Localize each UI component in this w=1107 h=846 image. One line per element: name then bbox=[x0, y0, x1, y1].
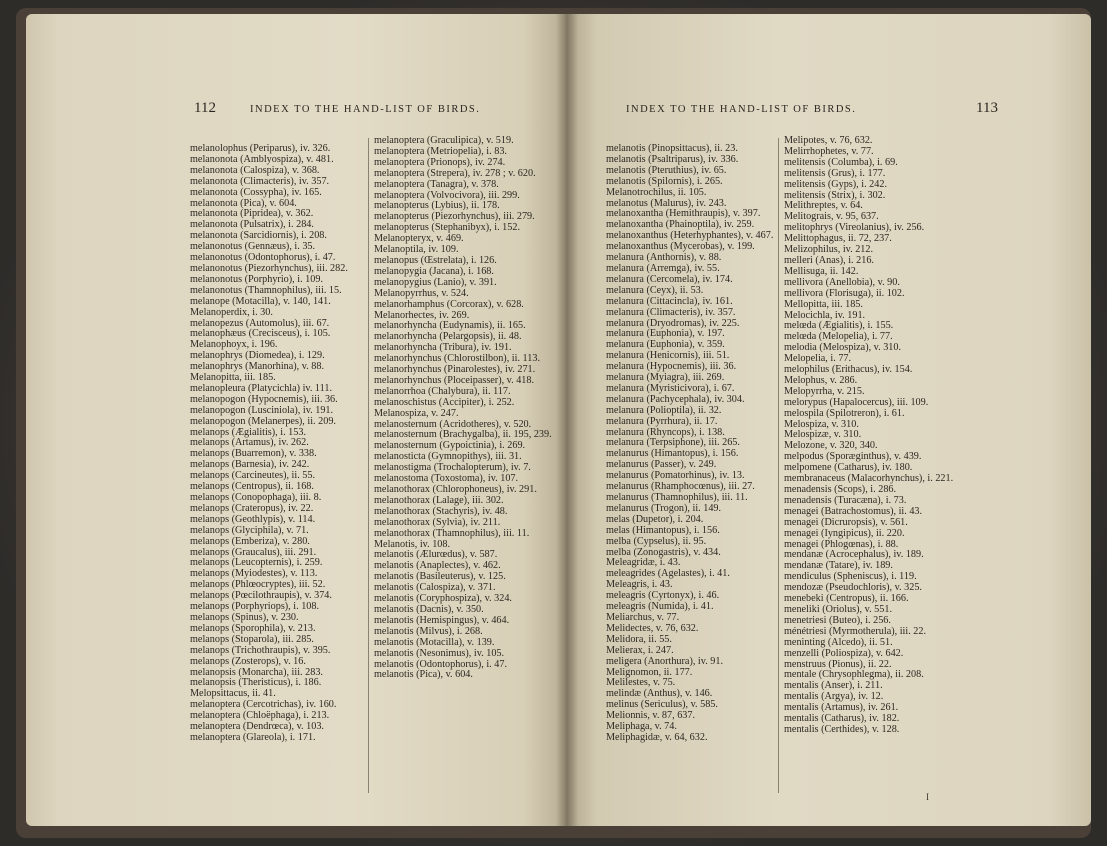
index-entry: melanura (Henicornis), iii. 51. bbox=[606, 350, 730, 362]
index-entry: melanotis (Calospiza), v. 371. bbox=[374, 582, 496, 594]
index-entry: Melirrhophetes, v. 77. bbox=[784, 145, 874, 157]
index-entry: Melanotis, iv. 108. bbox=[374, 538, 451, 550]
index-entry: melanoptera (Dendrœca), v. 103. bbox=[190, 721, 324, 733]
index-entry: melanopleura (Platycichla) iv. 111. bbox=[190, 382, 333, 394]
index-entry: Melizophilus, iv. 212. bbox=[784, 244, 874, 256]
index-entry: Melierax, i. 247. bbox=[606, 644, 674, 656]
index-entry: mentalis (Catharus), iv. 182. bbox=[784, 713, 900, 725]
index-entry: melanura (Euphonia), v. 197. bbox=[606, 328, 725, 340]
index-entry: melanopterus (Stephanibyx), i. 152. bbox=[374, 222, 520, 234]
index-entry: meligera (Anorthura), iv. 91. bbox=[606, 655, 724, 667]
index-entry: Melozone, v. 320, 340. bbox=[784, 440, 878, 452]
index-entry: melanops (Crateropus), iv. 22. bbox=[190, 502, 314, 514]
index-entry: melanoptera (Prionops), iv. 274. bbox=[374, 156, 506, 168]
index-entry: melanopogon (Lusciniola), iv. 191. bbox=[190, 404, 334, 416]
book-gutter bbox=[556, 14, 578, 826]
index-entry: melanurus (Rhamphocœnus), iii. 27. bbox=[606, 481, 755, 493]
index-entry: melanura (Pyrrhura), ii. 17. bbox=[606, 415, 718, 427]
index-entry: melpomene (Catharus), iv. 180. bbox=[784, 462, 913, 474]
index-entry: melanotis (Motacilla), v. 139. bbox=[374, 636, 495, 648]
index-entry: melinus (Sericulus), v. 585. bbox=[606, 699, 718, 711]
index-entry: melanophrys (Manorhina), v. 88. bbox=[190, 361, 325, 373]
index-entry: melanotis (Pinopsittacus), ii. 23. bbox=[606, 143, 738, 154]
index-entry: melanonota (Calospiza), v. 368. bbox=[190, 164, 320, 176]
index-entry: melanonota (Cossypha), iv. 165. bbox=[190, 186, 322, 198]
index-entry: Melanotrochilus, ii. 105. bbox=[606, 186, 707, 198]
index-entry: Meliarchus, v. 77. bbox=[606, 611, 680, 623]
index-entry: mendanæ (Acrocephalus), iv. 189. bbox=[784, 549, 924, 561]
index-entry: melanolophus (Periparus), iv. 326. bbox=[190, 143, 331, 154]
right-column-rule bbox=[778, 138, 779, 793]
index-entry: melitensis (Columba), i. 69. bbox=[784, 156, 898, 168]
index-entry: melanops (Leucopternis), i. 259. bbox=[190, 557, 323, 569]
index-entry: melanops (Graucalus), iii. 291. bbox=[190, 546, 317, 558]
index-entry: melanosternum (Brachygalba), ii. 195, 239. bbox=[374, 429, 552, 441]
index-entry: melanoptera (Volvocivora), iii. 299. bbox=[374, 189, 520, 201]
index-entry: melanops (Carcineutes), ii. 55. bbox=[190, 470, 316, 482]
index-entry: melanorhynchus (Chlorostilbon), ii. 113. bbox=[374, 353, 540, 365]
index-entry: melanonota (Pica), v. 604. bbox=[190, 197, 297, 209]
index-entry: Melopsittacus, ii. 41. bbox=[190, 688, 276, 700]
index-entry: Melanoperdix, i. 30. bbox=[190, 306, 273, 318]
right-column-2 bbox=[784, 136, 964, 736]
left-column-rule bbox=[368, 138, 369, 793]
index-entry: Meliphagidæ, v. 64, 632. bbox=[606, 731, 708, 743]
index-entry: melanops (Porphyriops), i. 108. bbox=[190, 601, 320, 613]
index-entry: melœda (Melopelia), i. 77. bbox=[784, 331, 893, 343]
index-entry: Meleagris, i. 43. bbox=[606, 579, 673, 591]
index-entry: mellivora (Florisuga), ii. 102. bbox=[784, 287, 905, 299]
index-entry: melanotis (Dacnis), v. 350. bbox=[374, 603, 484, 615]
index-entry: melanopezus (Automolus), iii. 67. bbox=[190, 317, 330, 329]
index-entry: melanotis (Psaltriparus), iv. 336. bbox=[606, 153, 739, 165]
index-entry: melanopterus (Lybius), ii. 178. bbox=[374, 200, 500, 212]
index-entry: melanopterus (Piezorhynchus), iii. 279. bbox=[374, 211, 535, 223]
index-entry: melanoxanthus (Heterhyphantes), v. 467. bbox=[606, 230, 774, 242]
index-entry: melanopsis (Monarcha), iii. 283. bbox=[190, 666, 323, 678]
left-page-number: 112 bbox=[194, 100, 216, 116]
index-entry: Melignomon, ii. 177. bbox=[606, 666, 693, 678]
index-entry: melitophrys (Vireolanius), iv. 256. bbox=[784, 222, 925, 234]
index-entry: melanonota (Climacteris), iv. 357. bbox=[190, 175, 330, 187]
index-entry: melanura (Euphonia), v. 359. bbox=[606, 339, 725, 351]
index-entry: melitensis (Gyps), i. 242. bbox=[784, 178, 887, 190]
index-entry: meneliki (Oriolus), v. 551. bbox=[784, 603, 892, 615]
index-entry: Melophus, v. 286. bbox=[784, 374, 858, 386]
index-entry: meleagrides (Agelastes), i. 41. bbox=[606, 568, 730, 580]
index-entry: Melanorhectes, iv. 269. bbox=[374, 309, 470, 321]
index-entry: melanurus (Thamnophilus), iii. 11. bbox=[606, 492, 748, 503]
index-entry: melanops (Myiodestes), v. 113. bbox=[190, 568, 318, 580]
index-entry: melleri (Anas), i. 216. bbox=[784, 254, 874, 266]
index-entry: menebeki (Centropus), ii. 166. bbox=[784, 593, 909, 605]
index-entry: melanotus (Malurus), iv. 243. bbox=[606, 197, 727, 209]
index-entry: melanopogon (Hypocnemis), iii. 36. bbox=[190, 393, 338, 405]
index-entry: melanoptera (Tanagra), v. 378. bbox=[374, 178, 499, 190]
index-entry: melanoptera (Graculipica), v. 519. bbox=[374, 135, 514, 146]
index-entry: menagei (Phlogœnas), i. 88. bbox=[784, 538, 899, 550]
index-entry: Melanophoyx, i. 196. bbox=[190, 339, 278, 351]
index-entry: Meliphaga, v. 74. bbox=[606, 721, 677, 733]
index-entry: ménétriesi (Myrmotherula), iii. 22. bbox=[784, 625, 927, 637]
index-entry: melanura (Cercomela), iv. 174. bbox=[606, 273, 733, 285]
index-entry: melanurus (Passer), v. 249. bbox=[606, 459, 717, 471]
index-entry: melpodus (Sporæginthus), v. 439. bbox=[784, 451, 922, 463]
index-entry: melanops (Buarremon), v. 338. bbox=[190, 448, 317, 460]
index-entry: melanops (Trichothraupis), v. 395. bbox=[190, 644, 331, 656]
index-entry: melanops (Barnesia), iv. 242. bbox=[190, 459, 310, 471]
index-entry: Mellopitta, iii. 185. bbox=[784, 298, 863, 310]
index-entry: melanopygia (Jacana), i. 168. bbox=[374, 265, 494, 277]
index-entry: melophilus (Erithacus), iv. 154. bbox=[784, 364, 913, 376]
index-entry: meninting (Alcedo), ii. 51. bbox=[784, 636, 893, 648]
index-entry: melanosternum (Gypoictinia), i. 269. bbox=[374, 440, 526, 452]
index-entry: melanops (Conopophaga), iii. 8. bbox=[190, 492, 322, 503]
right-running-head: INDEX TO THE HAND-LIST OF BIRDS. bbox=[626, 104, 857, 115]
index-entry: melanophæus (Crecisceus), i. 105. bbox=[190, 328, 331, 340]
index-entry: menagei (Batrachostomus), ii. 43. bbox=[784, 505, 923, 517]
index-entry: melanops (Phlœocryptes), iii. 52. bbox=[190, 579, 326, 591]
index-entry: melanothorax (Thamnophilus), iii. 11. bbox=[374, 527, 530, 539]
index-entry: Melanoptila, iv. 109. bbox=[374, 244, 459, 256]
index-entry: melanura (Pachycephala), iv. 304. bbox=[606, 393, 745, 405]
index-entry: melanotis (Ælurœdus), v. 587. bbox=[374, 549, 498, 561]
index-entry: melanops (Artamus), iv. 262. bbox=[190, 437, 309, 449]
index-entry: melanopygius (Lanio), v. 391. bbox=[374, 276, 497, 288]
index-entry: melanostigma (Trochalopterum), iv. 7. bbox=[374, 462, 531, 474]
index-entry: melba (Zonogastris), v. 434. bbox=[606, 546, 721, 558]
index-entry: melanura (Dryodromas), iv. 225. bbox=[606, 317, 740, 329]
index-entry: melanonota (Sarcidiornis), i. 208. bbox=[190, 230, 327, 242]
index-entry: melospila (Spilotreron), i. 61. bbox=[784, 407, 905, 419]
index-entry: melorypus (Hapalocercus), iii. 109. bbox=[784, 396, 929, 408]
index-entry: melanops (Sporophila), v. 213. bbox=[190, 622, 316, 634]
index-entry: Melospiza, v. 310. bbox=[784, 418, 859, 430]
index-entry: melba (Cypselus), ii. 95. bbox=[606, 535, 707, 547]
index-entry: Melilestes, v. 75. bbox=[606, 677, 676, 689]
index-entry: melanura (Hypocnemis), iii. 36. bbox=[606, 361, 737, 373]
index-entry: melanoptera (Strepera), iv. 278 ; v. 620. bbox=[374, 167, 536, 179]
index-entry: melanops (Stoparola), iii. 285. bbox=[190, 633, 314, 645]
index-entry: melanops (Pœcilothraupis), v. 374. bbox=[190, 590, 332, 602]
index-entry: mendanæ (Tatare), iv. 189. bbox=[784, 560, 893, 572]
index-entry: menadensis (Turacæna), i. 73. bbox=[784, 494, 907, 506]
left-running-head: INDEX TO THE HAND-LIST OF BIRDS. bbox=[250, 104, 481, 115]
index-entry: melanops (Geothlypis), v. 114. bbox=[190, 513, 316, 525]
index-entry: melanura (Myiagra), iii. 269. bbox=[606, 372, 725, 384]
index-entry: Melopyrrha, v. 215. bbox=[784, 385, 865, 397]
index-entry: Melithreptes, v. 64. bbox=[784, 200, 863, 212]
index-entry: menstruus (Pionus), ii. 22. bbox=[784, 658, 892, 670]
index-entry: Melidora, ii. 55. bbox=[606, 633, 672, 645]
index-entry: melanotis (Pica), v. 604. bbox=[374, 669, 473, 681]
index-entry: melanops (Ægialitis), i. 153. bbox=[190, 426, 307, 438]
index-entry: membranaceus (Malacorhynchus), i. 221. bbox=[784, 473, 954, 485]
index-entry: melanotis (Spilornis), i. 265. bbox=[606, 175, 723, 187]
index-entry: Melanopyrrhus, v. 524. bbox=[374, 287, 469, 299]
index-entry: melanurus (Trogon), ii. 149. bbox=[606, 502, 722, 514]
right-page bbox=[566, 14, 1091, 826]
index-entry: Melopelia, i. 77. bbox=[784, 353, 852, 365]
index-entry: Melipotes, v. 76, 632. bbox=[784, 135, 873, 146]
index-entry: melanura (Terpsiphone), iii. 265. bbox=[606, 437, 740, 449]
index-entry: mentale (Chrysophlegma), ii. 208. bbox=[784, 669, 924, 681]
index-entry: melanoxantha (Hemithraupis), v. 397. bbox=[606, 208, 761, 220]
index-entry: melanorhyncha (Pelargopsis), ii. 48. bbox=[374, 331, 522, 343]
index-entry: melanopus (Œstrelata), i. 126. bbox=[374, 254, 497, 266]
index-entry: melanotis (Hemispingus), v. 464. bbox=[374, 614, 510, 626]
index-entry: Melanopteryx, v. 469. bbox=[374, 233, 464, 245]
index-entry: melanothorax (Lalage), iii. 302. bbox=[374, 494, 504, 506]
index-entry: melanoxantha (Phainoptila), iv. 259. bbox=[606, 219, 755, 231]
index-entry: Melospizæ, v. 310. bbox=[784, 429, 862, 441]
index-entry: melanorrhoa (Chalybura), ii. 117. bbox=[374, 385, 511, 397]
left-column-1 bbox=[190, 144, 365, 744]
left-page bbox=[26, 14, 566, 826]
index-entry: melanotis (Coryphospiza), v. 324. bbox=[374, 593, 512, 605]
index-entry: menetriesi (Buteo), i. 256. bbox=[784, 614, 891, 626]
index-entry: melanonotus (Piezorhynchus), iii. 282. bbox=[190, 262, 348, 274]
index-entry: melanoptera (Glareola), i. 171. bbox=[190, 731, 316, 743]
index-entry: mentalis (Certhides), v. 128. bbox=[784, 723, 900, 735]
right-column-1 bbox=[606, 144, 776, 744]
index-entry: menagei (Dicruropsis), v. 561. bbox=[784, 516, 908, 528]
index-entry: melanonotus (Thamnophilus), iii. 15. bbox=[190, 284, 342, 296]
index-entry: melanurus (Himantopus), i. 156. bbox=[606, 448, 739, 460]
index-entry: melanope (Motacilla), v. 140, 141. bbox=[190, 295, 331, 307]
index-entry: Melanospiza, v. 247. bbox=[374, 407, 459, 419]
index-entry: melanops (Glyciphila), v. 71. bbox=[190, 524, 309, 536]
index-entry: melanoptera (Cercotrichas), iv. 160. bbox=[190, 699, 337, 711]
index-entry: Melionnis, v. 87, 637. bbox=[606, 710, 696, 722]
index-entry: melanopsis (Theristicus), i. 186. bbox=[190, 677, 322, 689]
index-entry: melanotis (Milvus), i. 268. bbox=[374, 625, 483, 637]
index-entry: melanonotus (Gennæus), i. 35. bbox=[190, 241, 316, 253]
index-entry: melitensis (Strix), i. 302. bbox=[784, 189, 886, 201]
index-entry: melas (Dupetor), i. 204. bbox=[606, 513, 704, 525]
index-entry: melanonotus (Odontophorus), i. 47. bbox=[190, 252, 336, 264]
index-entry: melanops (Spinus), v. 230. bbox=[190, 611, 299, 623]
index-entry: mendiculus (Spheniscus), i. 119. bbox=[784, 571, 917, 583]
index-entry: melanura (Climacteris), iv. 357. bbox=[606, 306, 736, 318]
index-entry: melanoxanthus (Mycerobas), v. 199. bbox=[606, 241, 755, 253]
index-entry: melanura (Myristicivora), i. 67. bbox=[606, 382, 735, 394]
index-entry: melanorhynchus (Ploceipasser), v. 418. bbox=[374, 374, 535, 386]
index-entry: melanorhyncha (Tribura), iv. 191. bbox=[374, 342, 512, 354]
index-entry: melanopogon (Melanerpes), ii. 209. bbox=[190, 415, 336, 427]
index-entry: menadensis (Scops), i. 286. bbox=[784, 484, 897, 495]
index-entry: melanonota (Amblyospiza), v. 481. bbox=[190, 153, 334, 165]
index-entry: melanura (Anthornis), v. 88. bbox=[606, 252, 722, 264]
index-entry: melanura (Cittacincla), iv. 161. bbox=[606, 295, 733, 307]
index-entry: melanura (Rhyncops), i. 138. bbox=[606, 426, 725, 438]
index-entry: melanotis (Odontophorus), i. 47. bbox=[374, 658, 507, 670]
index-entry: melanosticta (Gymnopithys), iii. 31. bbox=[374, 451, 522, 463]
index-entry: mentalis (Anser), i. 211. bbox=[784, 680, 883, 692]
index-entry: melanosternum (Acridotheres), v. 520. bbox=[374, 418, 532, 430]
index-entry: melanoptera (Chloëphaga), i. 213. bbox=[190, 710, 330, 722]
index-entry: meleagris (Numida), i. 41. bbox=[606, 601, 714, 613]
signature-mark: I bbox=[926, 792, 929, 802]
index-entry: melanothorax (Stachyris), iv. 48. bbox=[374, 505, 508, 517]
right-page-number: 113 bbox=[976, 100, 998, 116]
index-entry: mentalis (Artamus), iv. 261. bbox=[784, 702, 899, 714]
index-entry: Melitograis, v. 95, 637. bbox=[784, 211, 879, 223]
index-entry: melanotis (Anaplectes), v. 462. bbox=[374, 560, 501, 572]
index-entry: melanorhynchus (Pinarolestes), iv. 271. bbox=[374, 364, 536, 376]
index-entry: Melanopitta, iii. 185. bbox=[190, 372, 276, 384]
index-entry: melanonotus (Porphyrio), i. 109. bbox=[190, 273, 323, 285]
index-entry: melanorhamphus (Corcorax), v. 628. bbox=[374, 298, 524, 310]
index-entry: melanops (Zosterops), v. 16. bbox=[190, 655, 306, 667]
index-entry: melanurus (Pomatorhinus), iv. 13. bbox=[606, 470, 745, 482]
left-column-2 bbox=[374, 136, 554, 681]
index-entry: melanops (Centropus), ii. 168. bbox=[190, 481, 314, 493]
index-entry: melitensis (Grus), i. 177. bbox=[784, 167, 886, 179]
index-entry: melanorhyncha (Eudynamis), ii. 165. bbox=[374, 320, 526, 332]
index-entry: melœda (Ægialitis), i. 155. bbox=[784, 320, 894, 332]
index-entry: melanothorax (Sylvia), iv. 211. bbox=[374, 516, 501, 528]
index-entry: melanonota (Pulsatrix), i. 284. bbox=[190, 219, 314, 231]
index-entry: melanoptera (Metriopelia), i. 83. bbox=[374, 145, 507, 157]
index-entry: melanura (Ceyx), ii. 53. bbox=[606, 284, 704, 296]
index-entry: melanonota (Pipridea), v. 362. bbox=[190, 208, 314, 220]
index-entry: melanura (Arremga), iv. 55. bbox=[606, 262, 720, 274]
index-entry: melanops (Emberiza), v. 280. bbox=[190, 535, 310, 547]
index-entry: melindæ (Anthus), v. 146. bbox=[606, 688, 713, 700]
index-entry: melanura (Polioptila), ii. 32. bbox=[606, 404, 722, 416]
index-entry: melanotis (Basileuterus), v. 125. bbox=[374, 571, 506, 583]
index-entry: melanotis (Pteruthius), iv. 65. bbox=[606, 164, 727, 176]
index-entry: menzelli (Poliospiza), v. 642. bbox=[784, 647, 904, 659]
index-entry: melanothorax (Chlorophoneus), iv. 291. bbox=[374, 484, 537, 495]
index-entry: melodia (Melospiza), v. 310. bbox=[784, 342, 902, 354]
index-entry: mentalis (Argya), iv. 12. bbox=[784, 691, 884, 703]
index-entry: melanostoma (Toxostoma), iv. 107. bbox=[374, 473, 519, 485]
index-entry: menagei (Iyngipicus), ii. 220. bbox=[784, 527, 905, 539]
index-entry: Melocichla, iv. 191. bbox=[784, 309, 866, 321]
index-entry: Melidectes, v. 76, 632. bbox=[606, 622, 699, 634]
index-entry: melanotis (Nesonimus), iv. 105. bbox=[374, 647, 505, 659]
index-entry: Meleagridæ, i. 43. bbox=[606, 557, 681, 569]
index-entry: Melittophagus, ii. 72, 237. bbox=[784, 233, 892, 245]
index-entry: mendozæ (Pseudochloris), v. 325. bbox=[784, 582, 922, 594]
index-entry: mellivora (Anellobia), v. 90. bbox=[784, 276, 900, 288]
index-entry: meleagris (Cyrtonyx), i. 46. bbox=[606, 590, 720, 602]
index-entry: melanophrys (Diomedea), i. 129. bbox=[190, 350, 325, 362]
index-entry: Mellisuga, ii. 142. bbox=[784, 265, 859, 277]
index-entry: melas (Himantopus), i. 156. bbox=[606, 524, 720, 536]
index-entry: melanoschistus (Accipiter), i. 252. bbox=[374, 396, 515, 408]
